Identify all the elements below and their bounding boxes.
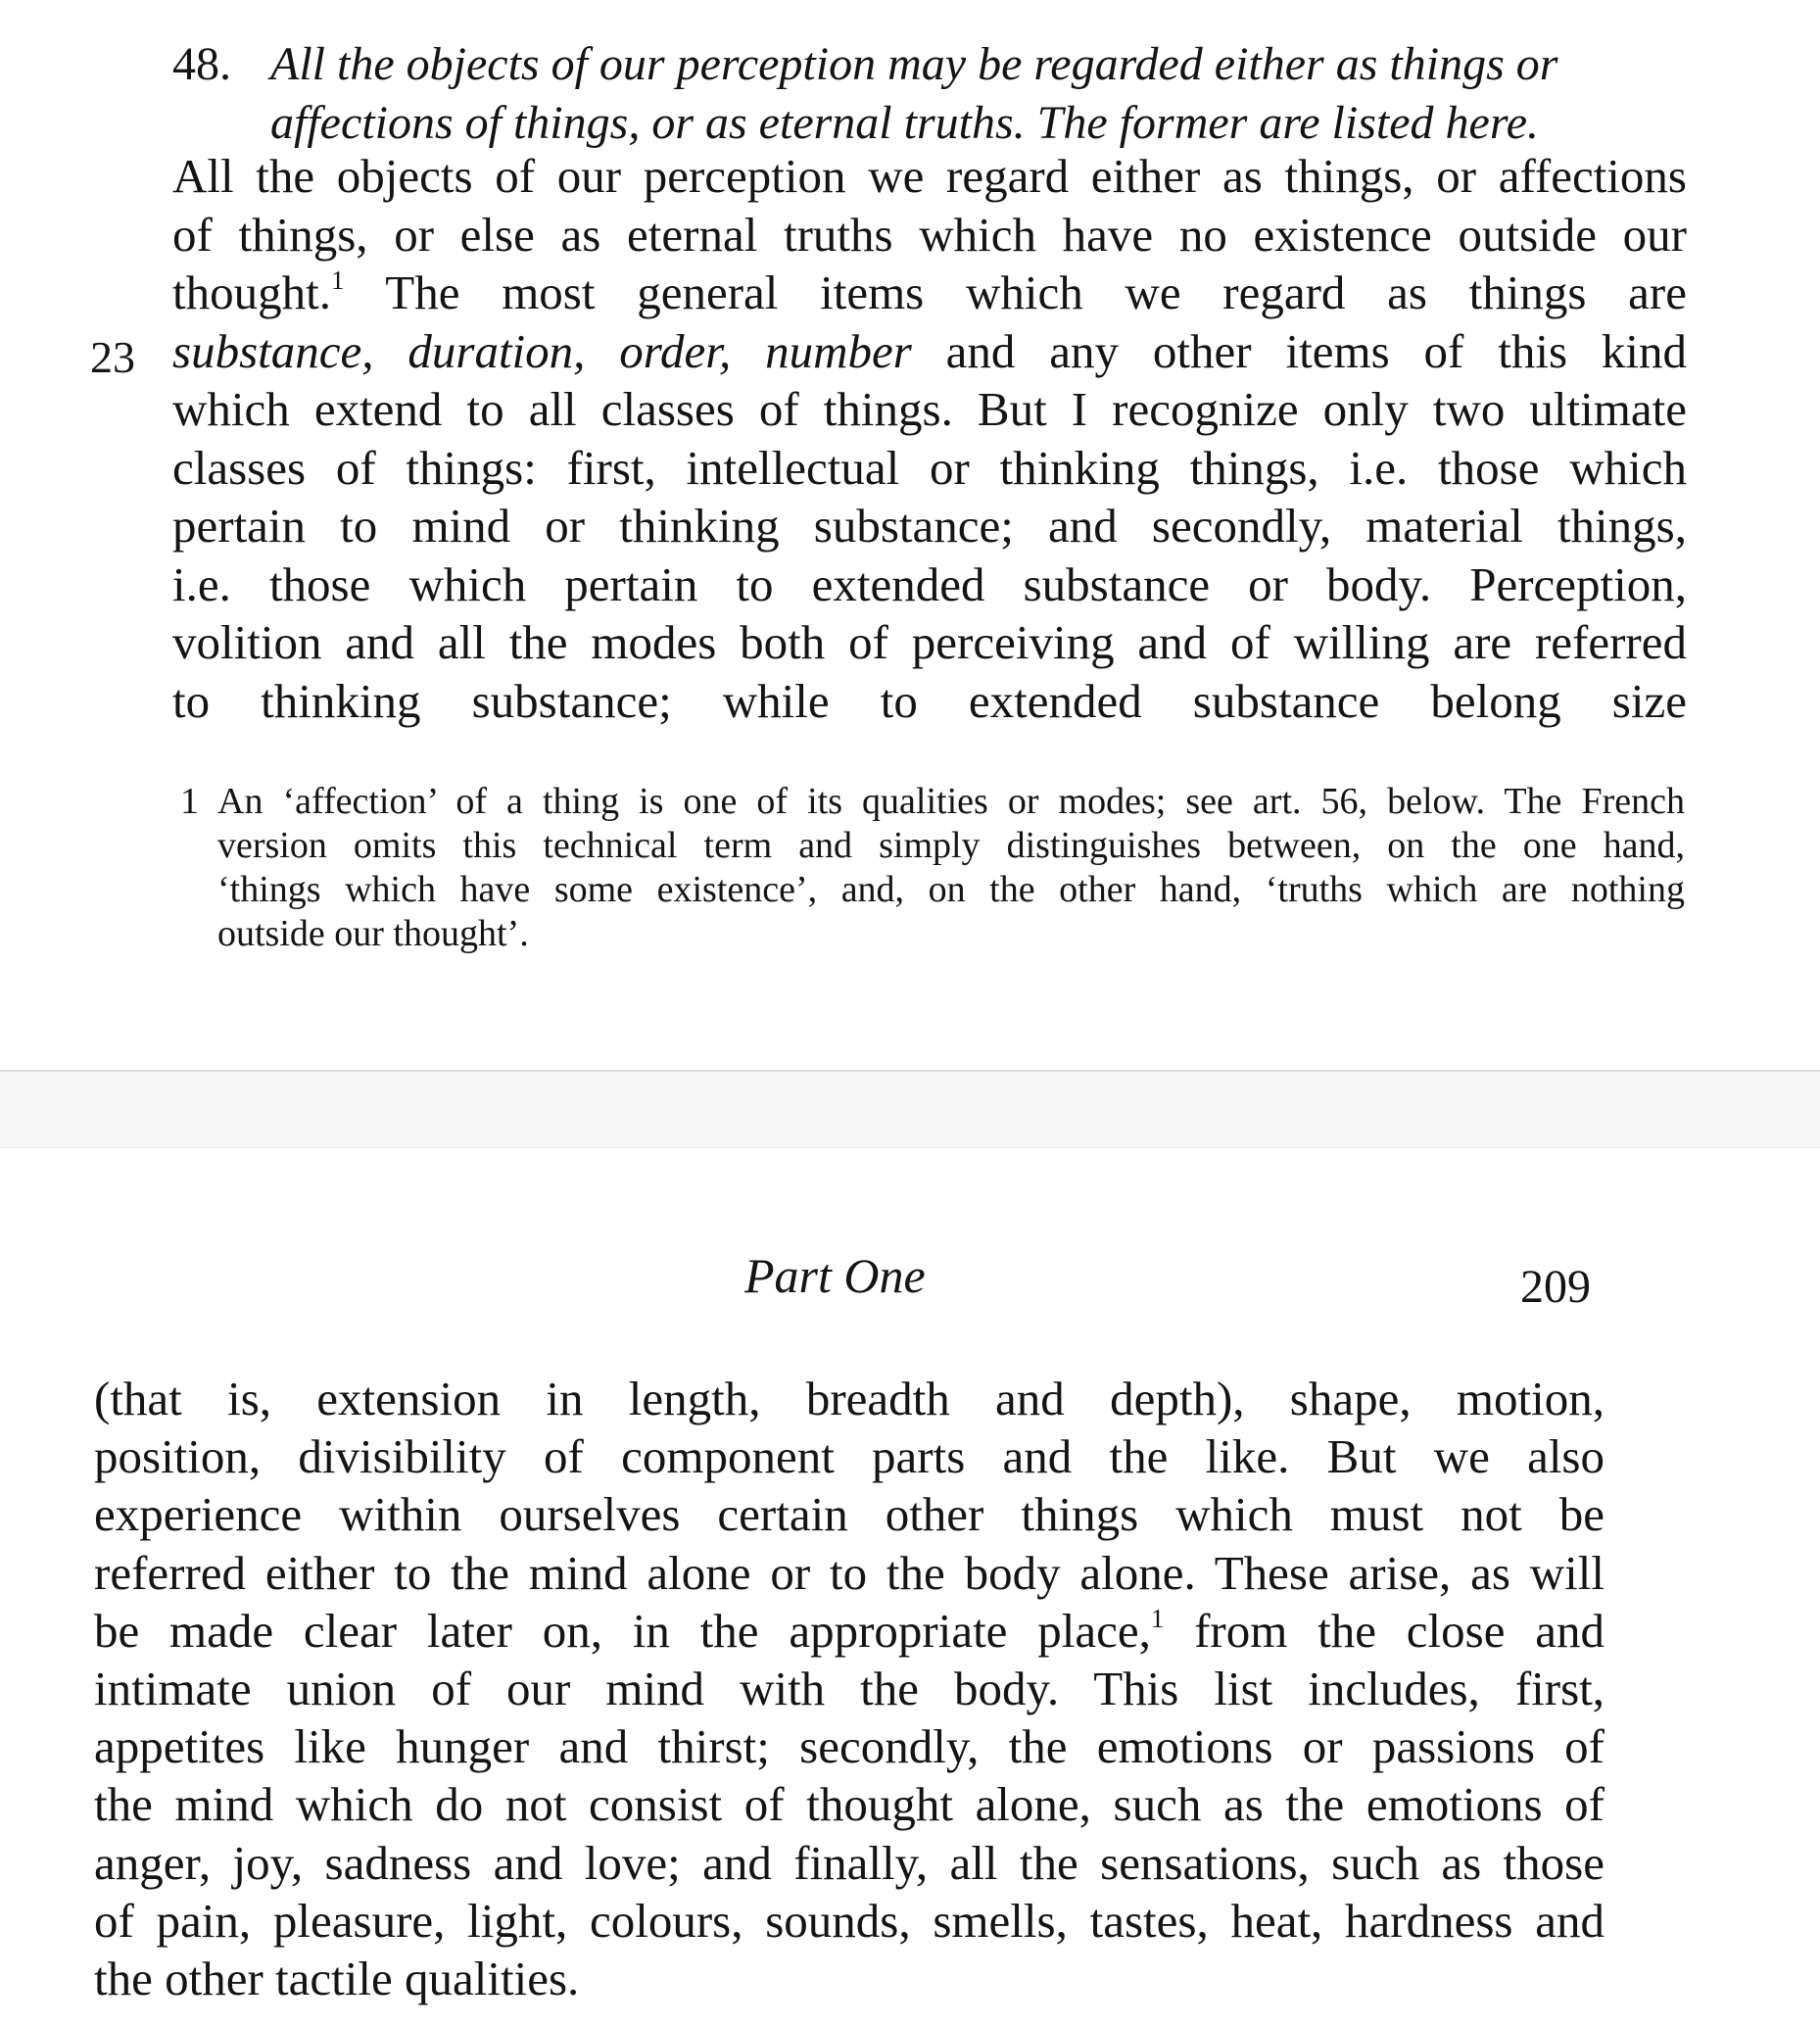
footnote-line: ‘things which have some existence’, and, on the other hand, ‘truths which are nothing bbox=[217, 869, 1685, 910]
footnote-line: version omits this technical term and simply distinguishes between, on the one hand, bbox=[217, 825, 1685, 866]
body-segment: be made clear later on, in the appropriate place, bbox=[94, 1603, 1151, 1658]
body-text-bottom bbox=[94, 1370, 1604, 2007]
body-line: pertain to mind or thinking substance; and secondly, material things, bbox=[172, 499, 1687, 553]
margin-page-number: 23 bbox=[90, 332, 135, 382]
italic-terms: substance, duration, order, number bbox=[172, 323, 912, 378]
heading-line: All the objects of our perception may be regarded either as things or bbox=[270, 38, 1558, 90]
body-line: the mind which do not consist of thought alone, such as the emotions of bbox=[94, 1777, 1604, 1832]
running-head: Part One bbox=[744, 1248, 926, 1303]
footnote-line: An ‘affection’ of a thing is one of its qualities or modes; see art. 56, below. The French bbox=[217, 781, 1685, 822]
page-number: 209 bbox=[1520, 1261, 1591, 1313]
body-line: of pain, pleasure, light, colours, sounds, smells, tastes, heat, hardness and bbox=[94, 1893, 1604, 1948]
body-segment: from the close and bbox=[1194, 1603, 1604, 1658]
body-line: classes of things: first, intellectual or thinking things, i.e. those which bbox=[172, 440, 1687, 495]
body-line: intimate union of our mind with the body. This list includes, first, bbox=[94, 1661, 1604, 1715]
footnote-marker[interactable]: 1 bbox=[330, 265, 345, 295]
body-segment: thought. bbox=[172, 265, 331, 319]
body-line: (that is, extension in length, breadth and depth), shape, motion, bbox=[94, 1372, 1604, 1425]
body-line: anger, joy, sadness and love; and finally, all the sensations, such as those bbox=[94, 1835, 1604, 1890]
body-line: referred either to the mind alone or to the body alone. These arise, as will bbox=[94, 1545, 1604, 1600]
body-segment: and any other items of this kind bbox=[945, 323, 1688, 378]
body-line bbox=[94, 1602, 1604, 1660]
article-number: 48. bbox=[172, 38, 231, 90]
body-line: i.e. those which pertain to extended substance or body. Perception, bbox=[172, 556, 1687, 611]
body-line: to thinking substance; while to extended substance belong size bbox=[172, 673, 1687, 728]
body-line: appetites like hunger and thirst; secondly, the emotions or passions of bbox=[94, 1719, 1604, 1774]
body-line: experience within ourselves certain other things which must not be bbox=[94, 1487, 1604, 1542]
footnote-text bbox=[217, 780, 1685, 956]
body-line bbox=[172, 322, 1687, 381]
footnote bbox=[180, 780, 1685, 956]
footnote-marker[interactable]: 1 bbox=[1150, 1603, 1165, 1633]
body-line: All the objects of our perception we regard either as things, or affections bbox=[172, 149, 1687, 203]
article-heading bbox=[270, 35, 1700, 153]
body-line: of things, or else as eternal truths which have no existence outside our bbox=[172, 207, 1687, 262]
body-line: the other tactile qualities. bbox=[94, 1951, 580, 2005]
body-text-top bbox=[172, 147, 1687, 730]
heading-line: affections of things, or as eternal truths. The former are listed here. bbox=[270, 97, 1540, 149]
body-line: which extend to all classes of things. But I recognize only two ultimate bbox=[172, 382, 1687, 436]
body-line: volition and all the modes both of perceiving and of willing are referred bbox=[172, 615, 1687, 669]
body-line: position, divisibility of component parts and the like. But we also bbox=[94, 1429, 1604, 1484]
footnote-line: outside our thought’. bbox=[217, 913, 529, 954]
footnote-number: 1 bbox=[180, 781, 199, 822]
page-separator bbox=[0, 1070, 1820, 1148]
body-line bbox=[172, 264, 1687, 322]
body-segment: The most general items which we regard as things are bbox=[385, 265, 1687, 319]
